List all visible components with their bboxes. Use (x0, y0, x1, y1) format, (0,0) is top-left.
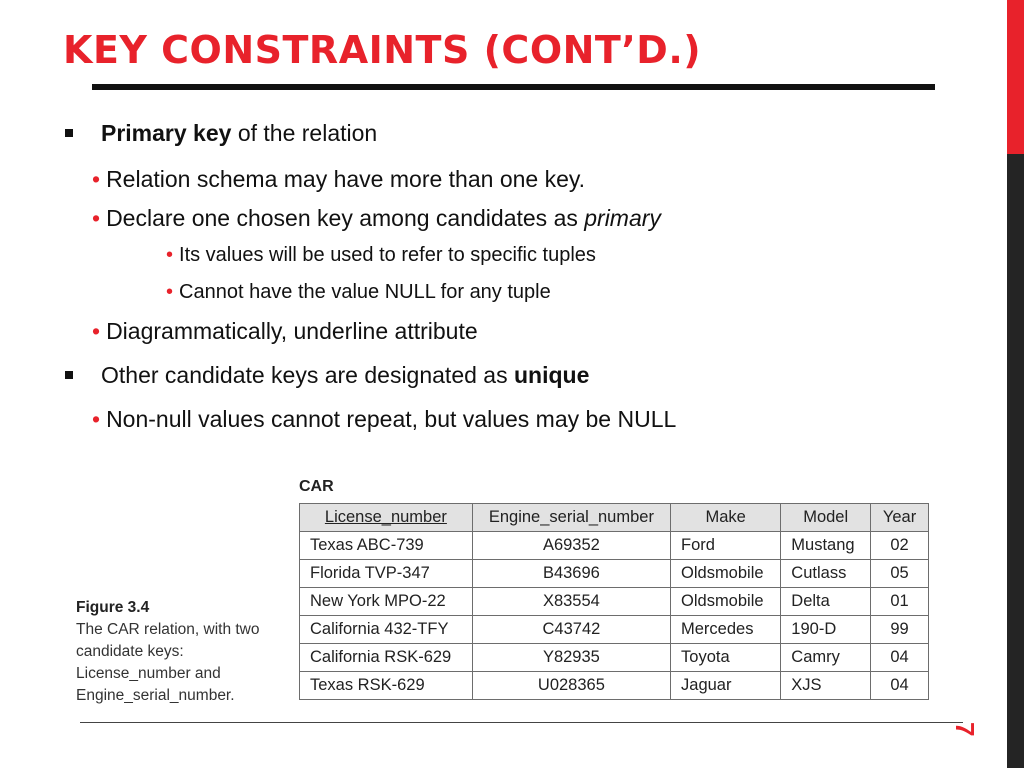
bullet-no-null (166, 281, 551, 304)
column-header-engine: Engine_serial_number (472, 504, 670, 532)
bullet-relation-schema (92, 166, 585, 193)
page-number: 7 (950, 722, 980, 737)
cell-license: California RSK-629 (300, 644, 473, 672)
cell-make: Oldsmobile (671, 588, 781, 616)
cell-model: Delta (781, 588, 871, 616)
right-accent-bar-dark (1007, 154, 1024, 768)
cell-year: 01 (871, 588, 929, 616)
bullet-no-null-text: Cannot have the value NULL for any tuple (179, 281, 551, 303)
cell-license: California 432-TFY (300, 616, 473, 644)
square-bullet-icon (65, 371, 73, 379)
bullet-values-refer-text: Its values will be used to refer to specific tuples (179, 244, 596, 266)
cell-engine: B43696 (472, 560, 670, 588)
cell-year: 99 (871, 616, 929, 644)
dot-bullet-icon: • (92, 205, 101, 231)
table-row (300, 532, 929, 560)
bullet-declare-key (92, 205, 661, 232)
dot-bullet-icon: • (166, 244, 174, 266)
title-underline (92, 84, 935, 90)
car-table-title: CAR (299, 478, 334, 495)
cell-engine: X83554 (472, 588, 670, 616)
dot-bullet-icon: • (92, 406, 101, 432)
figure-caption-title: Figure 3.4 (76, 599, 150, 616)
primary-italic: primary (584, 205, 661, 231)
cell-license: New York MPO-22 (300, 588, 473, 616)
table-row (300, 672, 929, 700)
table-row (300, 560, 929, 588)
figure-caption-text: The CAR relation, with two candidate keys: License_number and Engine_serial_number. (76, 621, 260, 704)
dot-bullet-icon: • (92, 318, 101, 344)
bullet-diagrammatically (92, 318, 478, 345)
table-header-row (300, 504, 929, 532)
cell-year: 05 (871, 560, 929, 588)
cell-make: Mercedes (671, 616, 781, 644)
table-row (300, 588, 929, 616)
cell-year: 02 (871, 532, 929, 560)
cell-make: Oldsmobile (671, 560, 781, 588)
cell-year: 04 (871, 672, 929, 700)
bullet-declare-key-text: Declare one chosen key among candidates as (106, 205, 585, 231)
bullet-relation-schema-text: Relation schema may have more than one key. (106, 166, 586, 192)
dot-bullet-icon: • (92, 166, 101, 192)
bullet-other-candidate (101, 362, 589, 389)
table-row (300, 644, 929, 672)
cell-license: Texas RSK-629 (300, 672, 473, 700)
cell-license: Florida TVP-347 (300, 560, 473, 588)
table-row (300, 616, 929, 644)
cell-engine: C43742 (472, 616, 670, 644)
column-header-license: License_number (300, 504, 473, 532)
bullet-diagrammatically-text: Diagrammatically, underline attribute (106, 318, 478, 344)
column-header-year: Year (871, 504, 929, 532)
cell-make: Toyota (671, 644, 781, 672)
slide-title: KEY CONSTRAINTS (CONT’D.) (63, 28, 702, 72)
bullet-non-null (92, 406, 676, 433)
cell-model: XJS (781, 672, 871, 700)
bullet-primary-key (101, 120, 377, 147)
dot-bullet-icon: • (166, 281, 174, 303)
figure-caption (76, 597, 286, 707)
cell-model: Mustang (781, 532, 871, 560)
bullet-other-candidate-text: Other candidate keys are designated as (101, 362, 514, 388)
cell-model: 190-D (781, 616, 871, 644)
bullet-values-refer (166, 244, 596, 267)
cell-make: Jaguar (671, 672, 781, 700)
cell-engine: U028365 (472, 672, 670, 700)
column-header-make: Make (671, 504, 781, 532)
square-bullet-icon (65, 129, 73, 137)
cell-engine: Y82935 (472, 644, 670, 672)
unique-term: unique (513, 362, 590, 388)
car-table (299, 503, 929, 700)
cell-make: Ford (671, 532, 781, 560)
right-accent-bar-red (1007, 0, 1024, 154)
cell-model: Camry (781, 644, 871, 672)
cell-license: Texas ABC-739 (300, 532, 473, 560)
cell-model: Cutlass (781, 560, 871, 588)
bullet-non-null-text: Non-null values cannot repeat, but values may be NULL (106, 406, 677, 432)
cell-engine: A69352 (472, 532, 670, 560)
right-accent-bar (1007, 0, 1024, 768)
column-header-model: Model (781, 504, 871, 532)
primary-key-rest: of the relation (231, 120, 378, 146)
footer-rule (80, 722, 963, 723)
cell-year: 04 (871, 644, 929, 672)
primary-key-term: Primary key (101, 120, 232, 146)
